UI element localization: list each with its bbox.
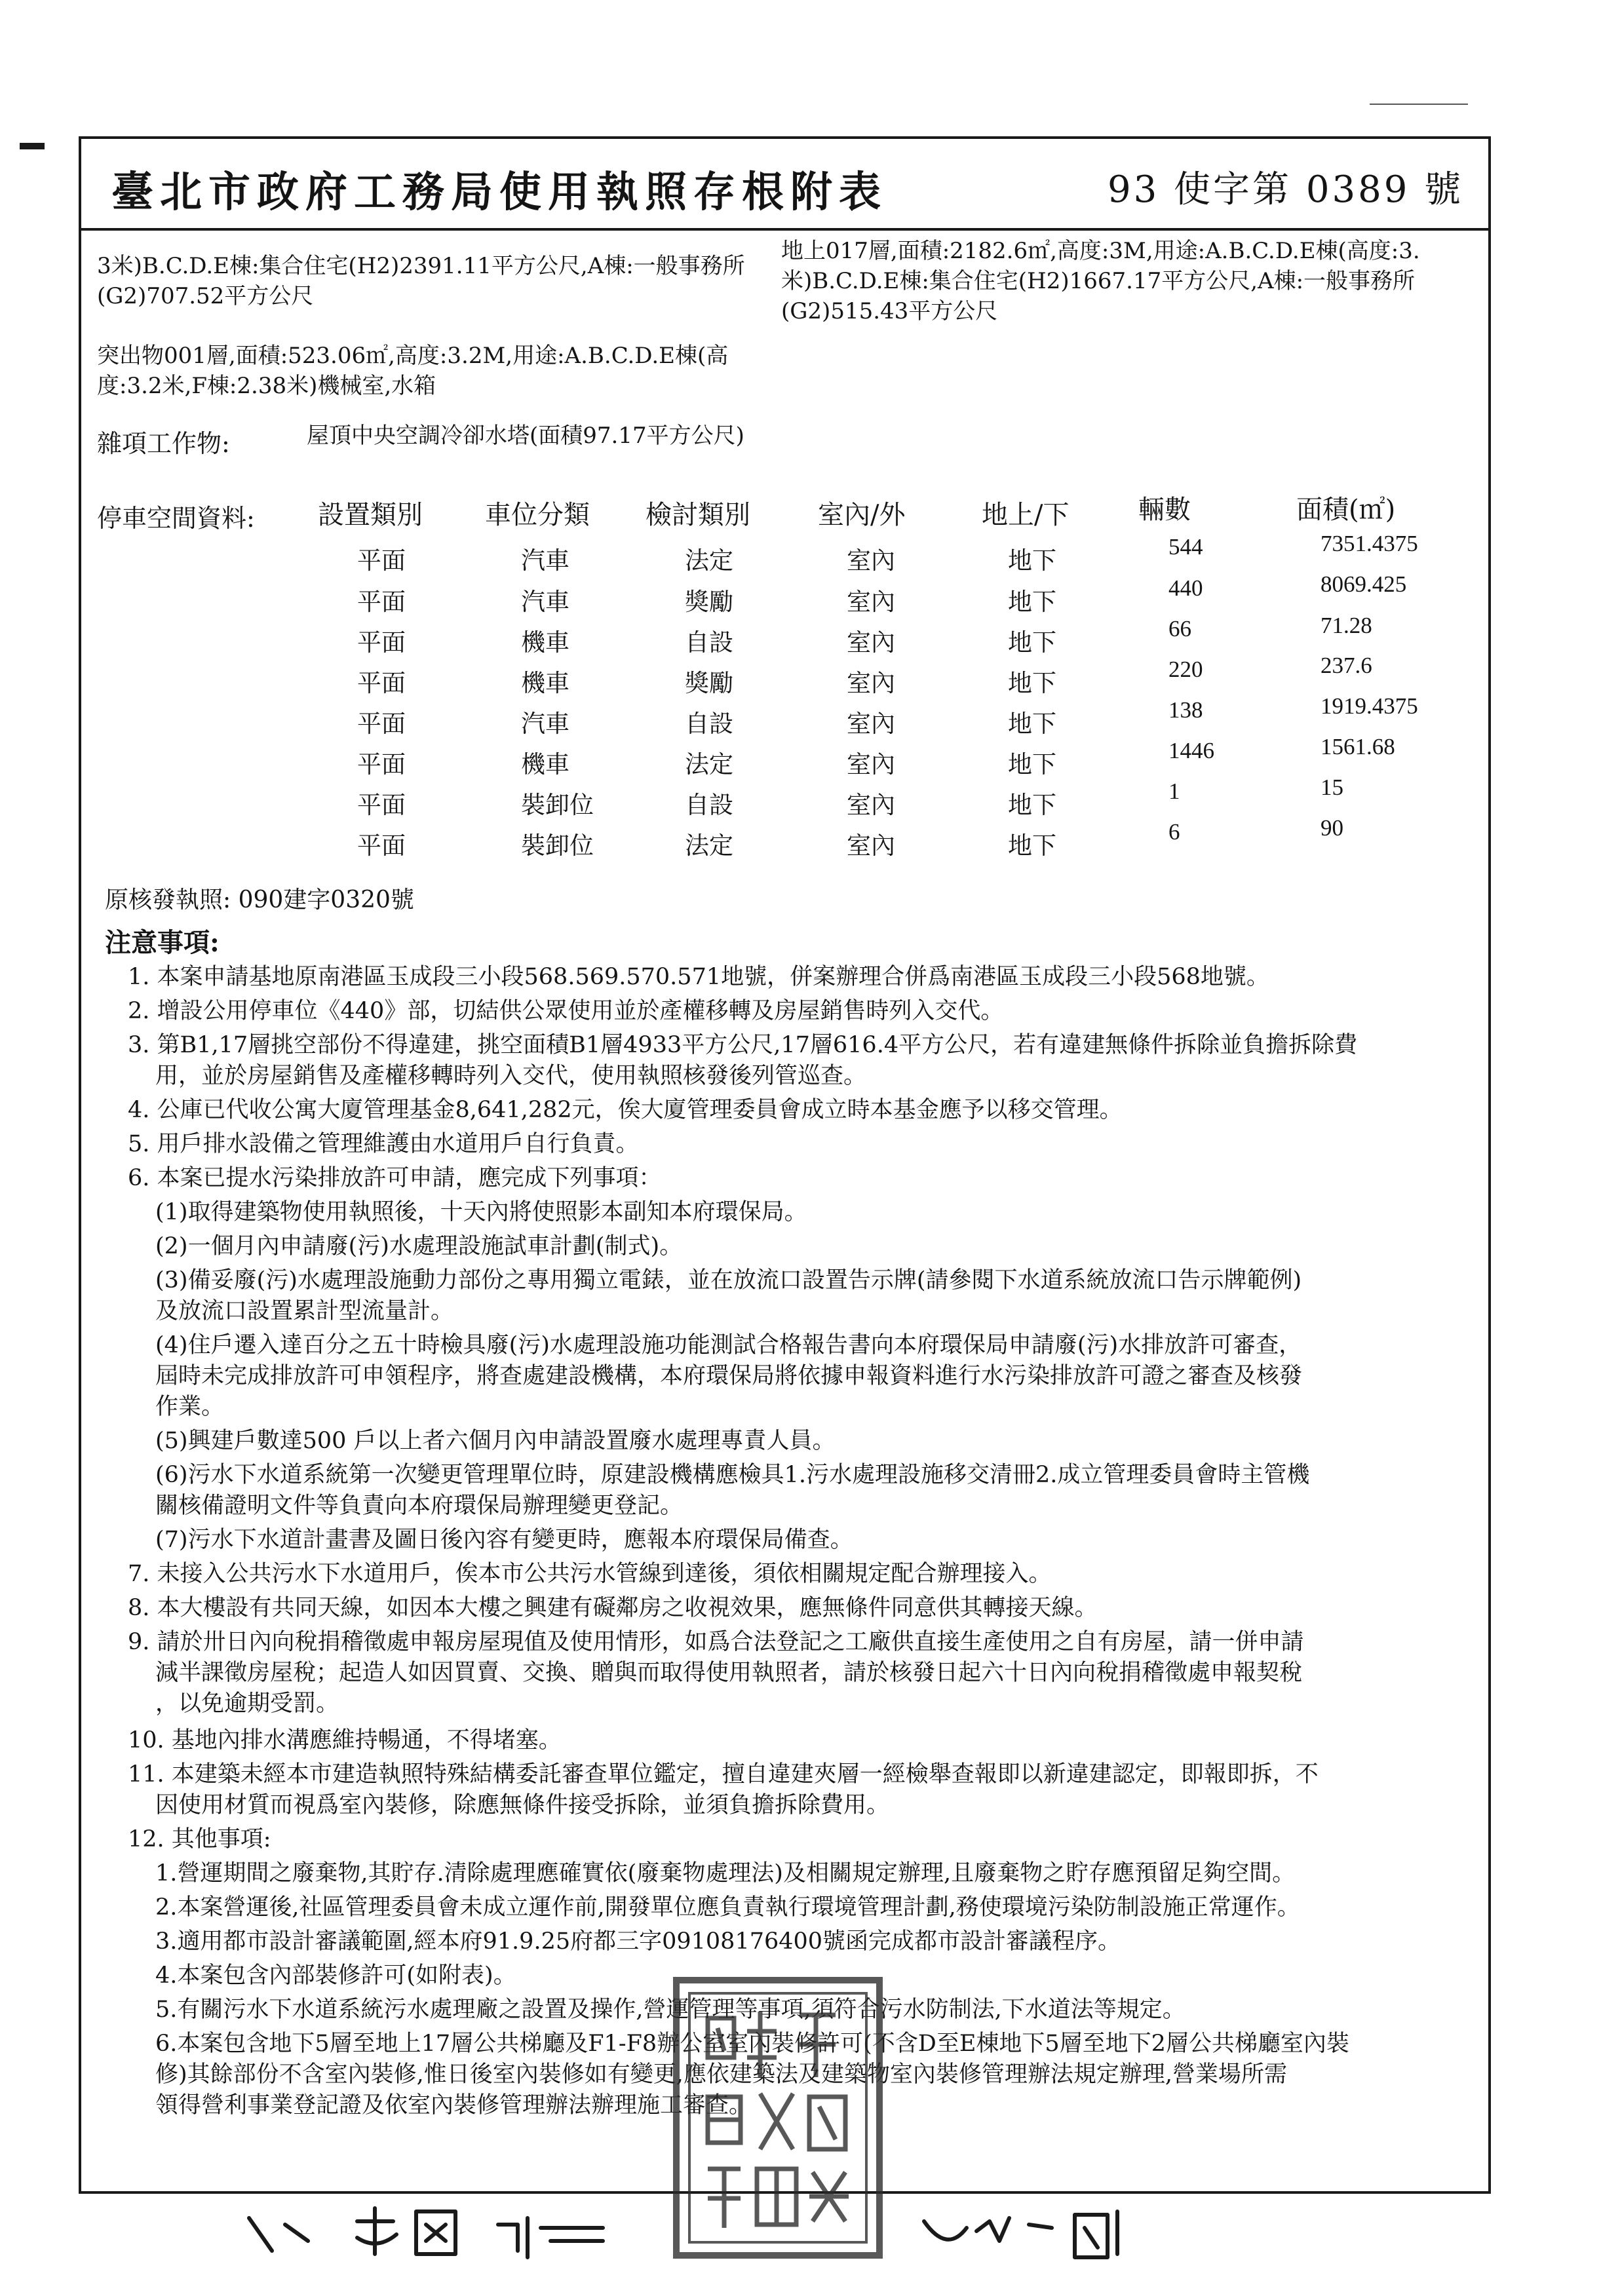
above-below: 地下 bbox=[1008, 710, 1056, 738]
count: 1446 bbox=[1168, 738, 1214, 763]
count: 220 bbox=[1168, 657, 1203, 682]
review-type: 獎勵 bbox=[685, 669, 733, 697]
note-line: 作業。 bbox=[155, 1394, 225, 1420]
review-type: 獎勵 bbox=[685, 588, 733, 616]
note-line: 12. 其他事項: bbox=[128, 1826, 271, 1852]
area: 15 bbox=[1321, 775, 1343, 800]
note-line: 3.適用都市設計審議範圍,經本府91.9.25府都三字09108176400號函完成都市設計審議程序。 bbox=[155, 1928, 1121, 1955]
indoor-outdoor: 室內 bbox=[847, 710, 895, 738]
note-line: 領得營利事業登記證及依室內裝修管理辦法辦理施工審查。 bbox=[155, 2092, 752, 2118]
indoor-outdoor: 室內 bbox=[847, 750, 895, 778]
original-permit: 原核發執照: 090建字0320號 bbox=[105, 887, 414, 913]
setup-type: 平面 bbox=[357, 791, 406, 819]
note-line: (6)污水下水道系統第一次變更管理單位時，原建設機構應檢具1.污水處理設施移交清冊2.成立管理委員會時主管機 bbox=[155, 1462, 1310, 1488]
area: 90 bbox=[1321, 815, 1343, 841]
count: 66 bbox=[1168, 616, 1191, 641]
space-class: 機車 bbox=[521, 669, 569, 697]
above-below: 地下 bbox=[1008, 832, 1056, 860]
space-class: 裝卸位 bbox=[521, 832, 594, 860]
note-line: 關核備證明文件等負責向本府環保局辦理變更登記。 bbox=[155, 1493, 684, 1519]
note-line: (2)一個月內申請廢(污)水處理設施試車計劃(制式)。 bbox=[155, 1233, 683, 1259]
space-class: 汽車 bbox=[521, 546, 569, 575]
count: 6 bbox=[1168, 819, 1180, 845]
note-line: 2.本案營運後,社區管理委員會未成立運作前,開發單位應負責執行環境管理計劃,務使環境污染防制設施正常運作。 bbox=[155, 1894, 1300, 1921]
note-line: (3)備妥廢(污)水處理設施動力部份之專用獨立電錶，並在放流口設置告示牌(請參閱下水道系統放流口告示牌範例) bbox=[155, 1267, 1302, 1293]
note-line: 1. 本案申請基地原南港區玉成段三小段568.569.570.571地號，併案辦理合併爲南港區玉成段三小段568地號。 bbox=[128, 964, 1269, 990]
note-line: 5.有關污水下水道系統污水處理廠之設置及操作,營運管理等事項,須符合污水防制法,下水道法等規定。 bbox=[155, 1997, 1186, 2023]
note-line: 6. 本案已提水污染排放許可申請，應完成下列事項： bbox=[128, 1165, 662, 1191]
setup-type: 平面 bbox=[357, 546, 406, 575]
area: 71.28 bbox=[1321, 613, 1372, 638]
indoor-outdoor: 室內 bbox=[847, 546, 895, 575]
header-area: 面積(㎡) bbox=[1296, 495, 1396, 525]
review-type: 自設 bbox=[685, 791, 733, 819]
indoor-outdoor: 室內 bbox=[847, 669, 895, 697]
above-below: 地下 bbox=[1008, 588, 1056, 616]
area: 8069.425 bbox=[1321, 571, 1407, 597]
indoor-outdoor: 室內 bbox=[847, 791, 895, 819]
note-line: (7)污水下水道計畫書及圖日後內容有變更時，應報本府環保局備查。 bbox=[155, 1527, 853, 1553]
count: 138 bbox=[1168, 697, 1203, 723]
area: 237.6 bbox=[1321, 653, 1372, 678]
note-line: 2. 增設公用停車位《440》部，切結供公眾使用並於產權移轉及房屋銷售時列入交代。 bbox=[128, 998, 1004, 1024]
note-line: 9. 請於卅日內向稅捐稽徵處申報房屋現值及使用情形，如爲合法登記之工廠供直接生產使用之自有房屋，請一併申請 bbox=[128, 1629, 1304, 1655]
indoor-outdoor: 室內 bbox=[847, 832, 895, 860]
permit-number: 93 使字第 0389 號 bbox=[1108, 168, 1464, 211]
header-review-type: 檢討類別 bbox=[646, 500, 750, 530]
note-line: 用，並於房屋銷售及產權移轉時列入交代，使用執照核發後列管巡查。 bbox=[155, 1063, 867, 1089]
setup-type: 平面 bbox=[357, 832, 406, 860]
note-line: (4)住戶遷入達百分之五十時檢具廢(污)水處理設施功能測試合格報告書向本府環保局申請廢(污)水排放許可審查， bbox=[155, 1332, 1302, 1358]
setup-type: 平面 bbox=[357, 588, 406, 616]
review-type: 法定 bbox=[685, 750, 733, 778]
note-line: 及放流口設置累計型流量計。 bbox=[155, 1298, 454, 1324]
notes-heading: 注意事項: bbox=[105, 927, 220, 958]
rooftop-structure: 突出物001層,面積:523.06㎡,高度:3.2M,用途:A.B.C.D.E棟(高度:3.2米,F棟:2.38米)機械室,水箱 bbox=[97, 343, 729, 399]
space-class: 汽車 bbox=[521, 710, 569, 738]
header-above-below: 地上/下 bbox=[982, 500, 1070, 530]
setup-type: 平面 bbox=[357, 710, 406, 738]
note-line: 4. 公庫已代收公寓大廈管理基金8,641,282元，俟大廈管理委員會成立時本基金應予以移交管理。 bbox=[128, 1097, 1123, 1123]
note-line: ，以免逾期受罰。 bbox=[155, 1691, 339, 1717]
header-setup-type: 設置類別 bbox=[318, 500, 423, 530]
indoor-outdoor: 室內 bbox=[847, 588, 895, 616]
note-line: 6.本案包含地下5層至地上17層公共梯廳及F1-F8辦公室室內裝修許可(不含D至E棟地下5層至地下2層公共梯廳室內裝 bbox=[155, 2031, 1349, 2057]
misc-works-value: 屋頂中央空調冷卻水塔(面積97.17平方公尺) bbox=[307, 423, 744, 449]
above-below: 地下 bbox=[1008, 791, 1056, 819]
parking-label: 停車空間資料: bbox=[97, 504, 255, 533]
space-class: 汽車 bbox=[521, 588, 569, 616]
note-line: (1)取得建築物使用執照後，十天內將使照影本副知本府環保局。 bbox=[155, 1199, 807, 1225]
form-title: 臺北市政府工務局使用執照存根附表 bbox=[111, 168, 887, 217]
header-indoor-outdoor: 室內/外 bbox=[818, 500, 906, 530]
header-count: 輛數 bbox=[1138, 495, 1191, 525]
note-line: (5)興建戶數達500 戶以上者六個月內申請設置廢水處理專責人員。 bbox=[155, 1428, 836, 1454]
note-line: 3. 第B1,17層挑空部份不得違建，挑空面積B1層4933平方公尺,17層616.4平方公尺，若有違建無條件拆除並負擔拆除費 bbox=[128, 1032, 1358, 1058]
header-space-class: 車位分類 bbox=[485, 500, 590, 530]
area: 1561.68 bbox=[1321, 734, 1395, 759]
count: 440 bbox=[1168, 575, 1203, 601]
above-below: 地下 bbox=[1008, 750, 1056, 778]
above-below: 地下 bbox=[1008, 546, 1056, 575]
floor-usage-right: 地上017層,面積:2182.6㎡,高度:3M,用途:A.B.C.D.E棟(高度:3.米)B.C.D.E棟:集合住宅(H2)1667.17平方公尺,A棟:一般事務所(G2)515.43平方公尺 bbox=[781, 238, 1420, 324]
floor-usage-left: 3米)B.C.D.E棟:集合住宅(H2)2391.11平方公尺,A棟:一般事務所(G2)707.52平方公尺 bbox=[97, 253, 745, 309]
handwritten-signature bbox=[236, 2202, 1219, 2287]
note-line: 10. 基地內排水溝應維持暢通，不得堵塞。 bbox=[128, 1727, 562, 1753]
note-line: 4.本案包含內部裝修許可(如附表)。 bbox=[155, 1962, 516, 1989]
count: 1 bbox=[1168, 778, 1180, 804]
space-class: 機車 bbox=[521, 750, 569, 778]
above-below: 地下 bbox=[1008, 628, 1056, 657]
note-line: 11. 本建築未經本市建造執照特殊結構委託審查單位鑑定，擅自違建夾層一經檢舉查報即以新違建認定，即報即拆，不 bbox=[128, 1761, 1319, 1788]
area: 1919.4375 bbox=[1321, 693, 1418, 719]
setup-type: 平面 bbox=[357, 669, 406, 697]
setup-type: 平面 bbox=[357, 628, 406, 657]
review-type: 自設 bbox=[685, 710, 733, 738]
indoor-outdoor: 室內 bbox=[847, 628, 895, 657]
review-type: 法定 bbox=[685, 832, 733, 860]
title-divider bbox=[79, 228, 1491, 231]
review-type: 法定 bbox=[685, 546, 733, 575]
area: 7351.4375 bbox=[1321, 531, 1418, 556]
misc-works-label: 雜項工作物: bbox=[97, 429, 230, 458]
note-line: 減半課徵房屋稅；起造人如因買賣、交換、贈與而取得使用執照者，請於核發日起六十日內向稅捐稽徵處申報契稅 bbox=[155, 1660, 1303, 1686]
setup-type: 平面 bbox=[357, 750, 406, 778]
space-class: 機車 bbox=[521, 628, 569, 657]
note-line: 屆時未完成排放許可申領程序，將查處建設機構，本府環保局將依據申報資料進行水污染排放許可證之審查及核發 bbox=[155, 1363, 1303, 1389]
note-line: 7. 未接入公共污水下水道用戶，俟本市公共污水管線到達後，須依相關規定配合辦理接入。 bbox=[128, 1561, 1052, 1587]
count: 544 bbox=[1168, 534, 1203, 560]
space-class: 裝卸位 bbox=[521, 791, 594, 819]
review-type: 自設 bbox=[685, 628, 733, 657]
note-line: 1.營運期間之廢棄物,其貯存.清除處理應確實依(廢棄物處理法)及相關規定辦理,且廢棄物之貯存應預留足夠空間。 bbox=[155, 1860, 1296, 1886]
punch-mark bbox=[20, 143, 45, 149]
note-line: 修)其餘部份不含室內裝修,惟日後室內裝修如有變更,應依建築法及建築物室內裝修管理辦法規定辦理,營業場所需 bbox=[155, 2061, 1288, 2088]
scan-edge-mark bbox=[1370, 104, 1468, 105]
above-below: 地下 bbox=[1008, 669, 1056, 697]
note-line: 8. 本大樓設有共同天線，如因本大樓之興建有礙鄰房之收視效果，應無條件同意供其轉接天線。 bbox=[128, 1595, 1098, 1621]
note-line: 因使用材質而視爲室內裝修，除應無條件接受拆除，並須負擔拆除費用。 bbox=[155, 1792, 890, 1818]
note-line: 5. 用戶排水設備之管理維護由水道用戶自行負責。 bbox=[128, 1131, 639, 1157]
